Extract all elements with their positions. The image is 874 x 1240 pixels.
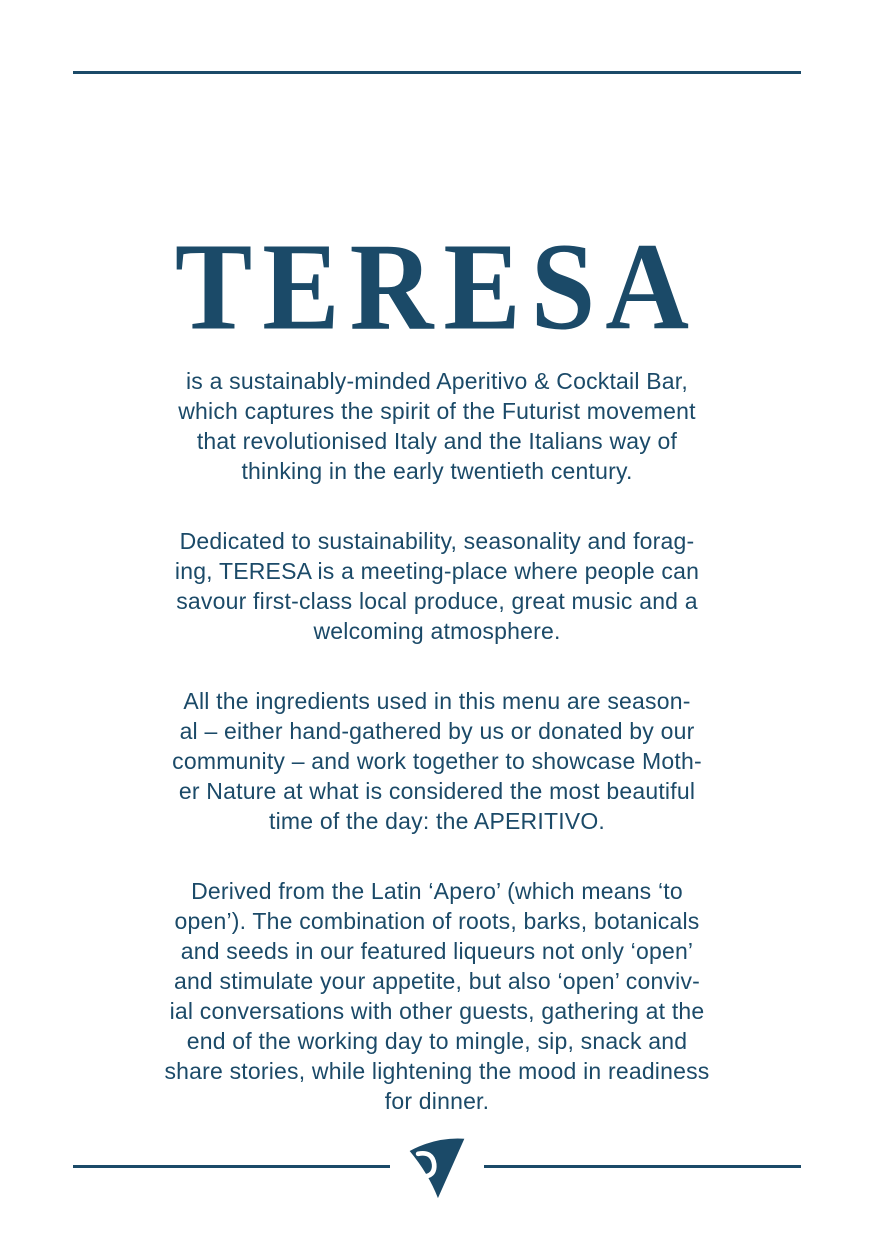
paragraph-line: thinking in the early twentieth century. bbox=[241, 458, 633, 484]
paragraph-line: ing, TERESA is a meeting-place where people can bbox=[174, 558, 700, 584]
paragraph-line: end of the working day to mingle, sip, snack and bbox=[186, 1028, 688, 1054]
paragraph-line: savour first-class local produce, great music and a bbox=[176, 588, 698, 614]
intro-paragraph-1 bbox=[110, 366, 764, 486]
paragraph-line: Derived from the Latin ‘Apero’ (which means ‘to bbox=[191, 878, 683, 904]
paragraph-line: and seeds in our featured liqueurs not only ‘open’ bbox=[180, 938, 694, 964]
paragraph-line: is a sustainably-minded Aperitivo & Cocktail Bar, bbox=[186, 368, 688, 394]
paragraph-line: for dinner. bbox=[384, 1088, 490, 1114]
intro-paragraph-4 bbox=[110, 876, 764, 1116]
paragraph-line: ial conversations with other guests, gathering at the bbox=[169, 998, 705, 1024]
intro-paragraph-3 bbox=[110, 686, 764, 836]
paragraph-line: welcoming atmosphere. bbox=[313, 618, 561, 644]
footer-divider-left bbox=[73, 1165, 390, 1168]
intro-text bbox=[110, 366, 764, 1116]
paragraph-line: which captures the spirit of the Futurist movement bbox=[178, 398, 696, 424]
paragraph-line: that revolutionised Italy and the Italians way of bbox=[196, 428, 678, 454]
paragraph-line: All the ingredients used in this menu are season- bbox=[183, 688, 691, 714]
paragraph-line: open’). The combination of roots, barks, botanicals bbox=[174, 908, 700, 934]
paragraph-line: er Nature at what is considered the most beautiful bbox=[178, 778, 696, 804]
top-divider bbox=[73, 71, 801, 74]
paragraph-line: share stories, while lightening the mood in readiness bbox=[164, 1058, 710, 1084]
footer-divider-right bbox=[484, 1165, 801, 1168]
paragraph-line: Dedicated to sustainability, seasonality and forag- bbox=[179, 528, 695, 554]
paragraph-line: time of the day: the APERITIVO. bbox=[268, 808, 606, 834]
intro-paragraph-2 bbox=[110, 526, 764, 646]
paragraph-line: community – and work together to showcase Moth- bbox=[172, 748, 702, 774]
paragraph-line: al – either hand-gathered by us or donated by our bbox=[179, 718, 695, 744]
teresa-flag-logo-icon bbox=[404, 1132, 470, 1202]
teresa-wordmark: TERESA bbox=[174, 218, 700, 357]
paragraph-line: and stimulate your appetite, but also ‘open’ conviv- bbox=[173, 968, 701, 994]
